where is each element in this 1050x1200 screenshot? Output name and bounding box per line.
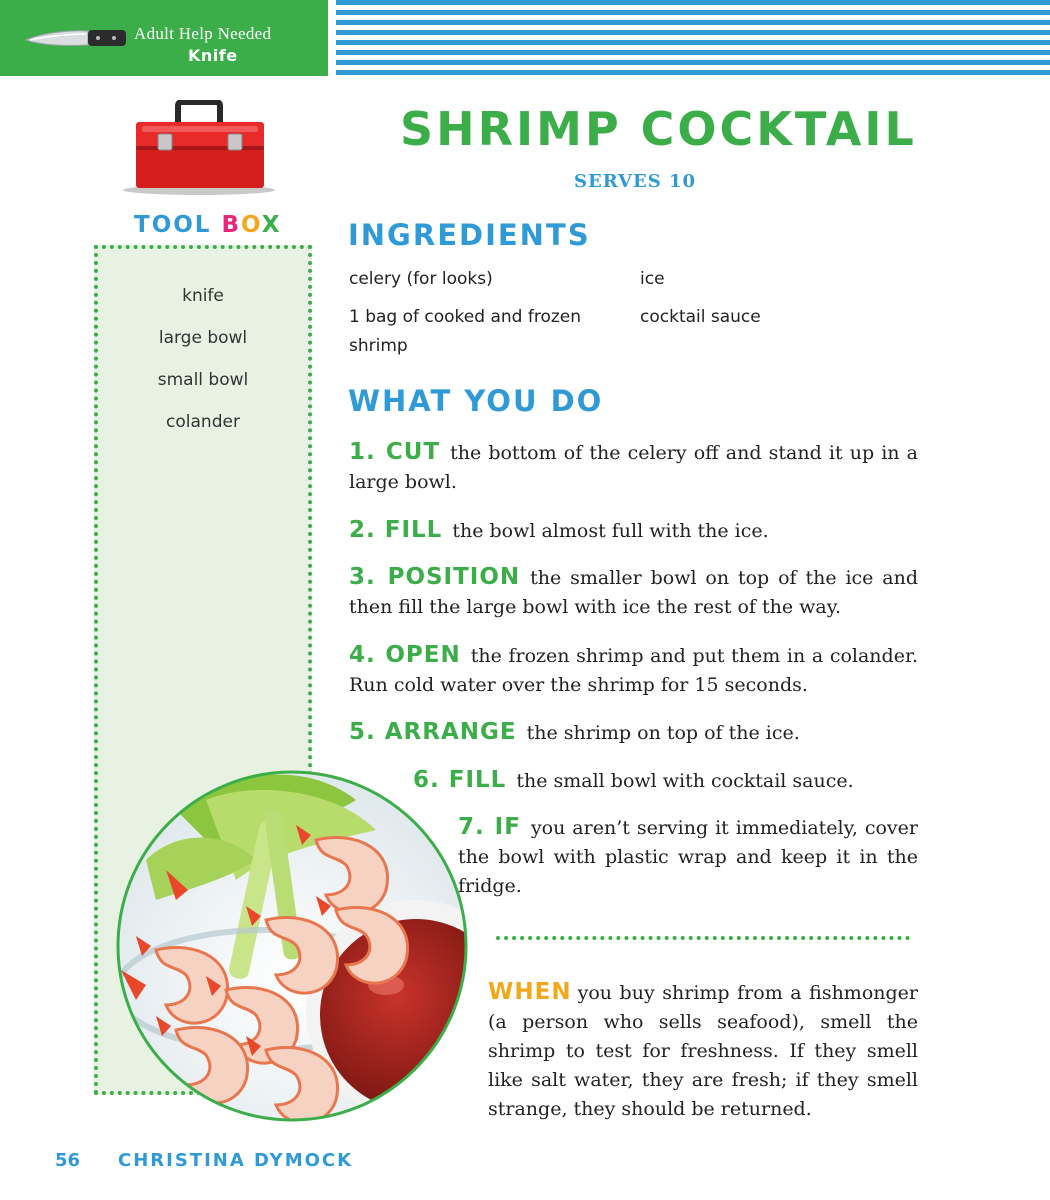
step-text: the bottom of the celery off and stand it up in a large bowl. [349, 442, 918, 493]
freshness-tip [488, 978, 918, 1124]
steps-heading: WHAT YOU DO [348, 384, 604, 418]
step-text: the smaller bowl on top of the ice and then fill the large bowl with ice the rest of the way. [349, 567, 919, 618]
adult-help-label: Adult Help Needed [134, 24, 272, 43]
knife-icon [24, 26, 128, 52]
tip-text: you buy shrimp from a fishmonger (a person who sells seafood), smell the shrimp to test for freshness. If they smell like salt water, they are fresh; if they smell strange, they should be returned. [488, 982, 918, 1120]
dotted-divider [496, 936, 910, 940]
step-verb: 7. IF [458, 814, 521, 840]
ingredients-heading: INGREDIENTS [348, 218, 591, 252]
ingredient-item: ice [640, 269, 665, 289]
step-item [349, 641, 918, 700]
toolbox-item: colander [166, 412, 240, 432]
toolbox-item: large bowl [158, 328, 248, 348]
step-item [458, 813, 918, 901]
tool-label: Knife [188, 46, 238, 65]
step-item [349, 516, 918, 546]
tip-lead-word: WHEN [488, 979, 572, 1005]
toolbox-item: knife [182, 286, 224, 306]
ingredient-item: cocktail sauce [640, 307, 761, 327]
step-item [349, 563, 918, 622]
step-item [349, 438, 918, 497]
toolbox-title-part: X [261, 212, 282, 238]
step-text: the bowl almost full with the ice. [452, 520, 769, 542]
step-verb: 1. CUT [349, 439, 441, 465]
recipe-title: SHRIMP COCKTAIL [400, 102, 917, 156]
ingredient-item: 1 bag of cooked and frozen shrimp [349, 307, 581, 356]
toolbox-title-part: O [241, 212, 262, 238]
toolbox-title [134, 212, 281, 238]
step-verb: 3. POSITION [349, 564, 521, 590]
toolbox-title-part: B [221, 212, 241, 238]
step-text: you aren’t serving it immediately, cover the bowl with plastic wrap and keep it in the fridge. [458, 817, 918, 897]
step-verb: 4. OPEN [349, 642, 461, 668]
toolbox-item: small bowl [157, 370, 249, 390]
step-verb: 5. ARRANGE [349, 719, 517, 745]
step-text: the small bowl with cocktail sauce. [516, 770, 854, 792]
page-number: 56 [55, 1150, 81, 1171]
serves-label: SERVES 10 [573, 171, 697, 192]
step-verb: 6. FILL [413, 767, 507, 793]
step-item [413, 766, 918, 796]
step-verb: 2. FILL [349, 517, 443, 543]
author-name: CHRISTINA DYMOCK [118, 1150, 354, 1171]
toolbox-icon [118, 100, 280, 196]
step-text: the frozen shrimp and put them in a colander. Run cold water over the shrimp for 15 seconds. [349, 645, 918, 696]
toolbox-title-part: TOOL [134, 212, 212, 238]
step-text: the shrimp on top of the ice. [526, 722, 800, 744]
toolbox-list [94, 286, 312, 454]
striped-banner [336, 0, 1050, 76]
shrimp-cocktail-photo [116, 770, 468, 1122]
step-item [349, 718, 918, 748]
ingredient-item: celery (for looks) [349, 269, 493, 289]
adult-help-banner [0, 0, 328, 76]
